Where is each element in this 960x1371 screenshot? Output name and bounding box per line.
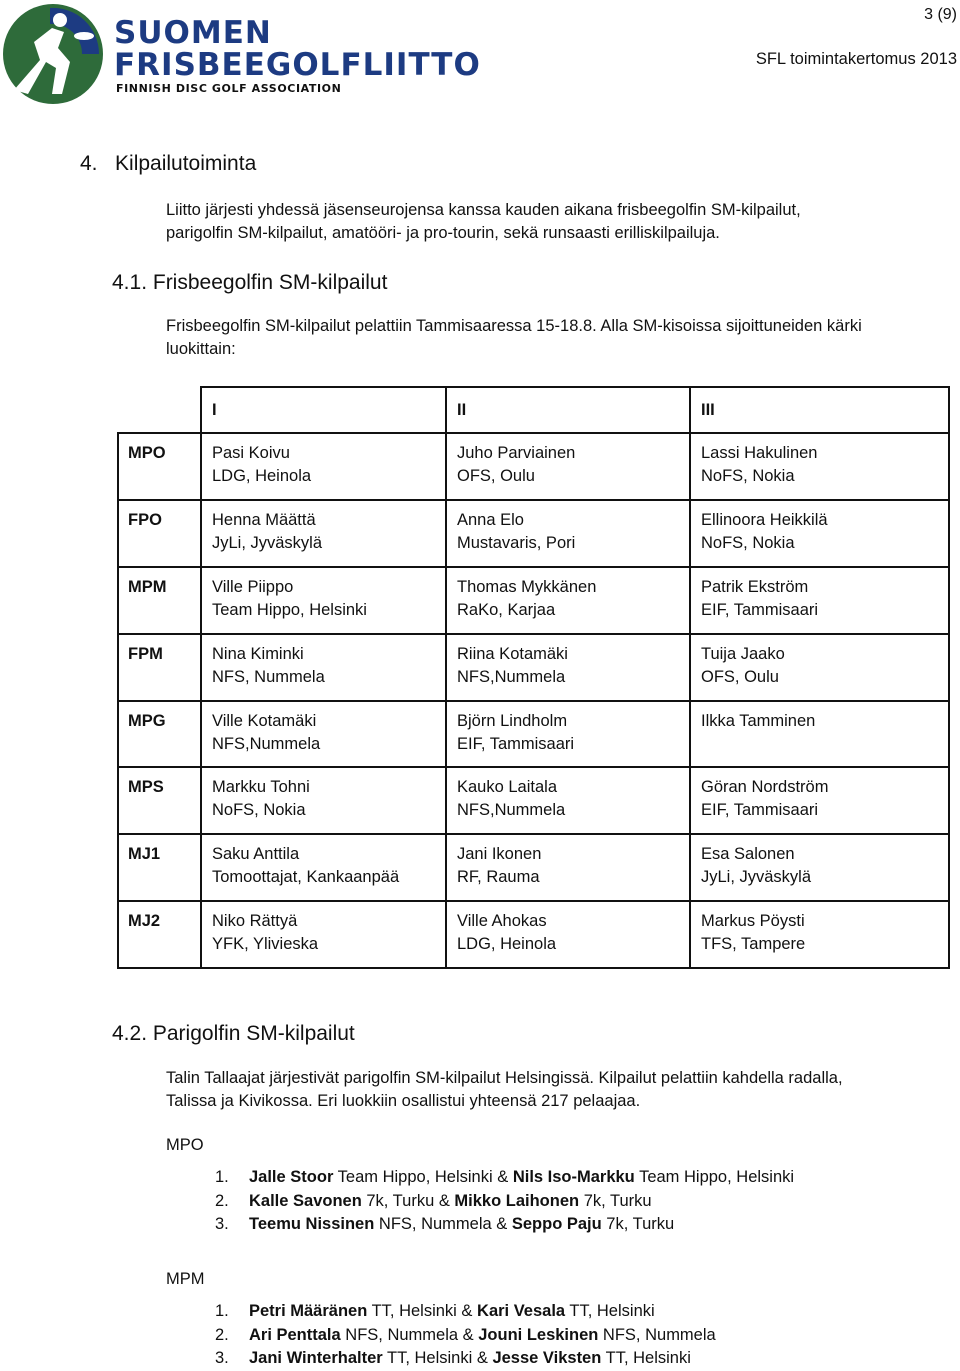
- player-club: LDG, Heinola: [457, 935, 557, 954]
- list-item: [215, 1213, 794, 1237]
- table-row: [118, 500, 949, 567]
- class-cell: MPG: [118, 701, 201, 768]
- player-name: Saku Anttila: [212, 845, 300, 864]
- subsection-heading-pair: 4.2. Parigolfin SM-kilpailut: [112, 1022, 355, 1045]
- player-club: NFS, Nummela &: [340, 1325, 479, 1344]
- table-row: [118, 567, 949, 634]
- placement-cell: [201, 701, 446, 768]
- player-name: Anna Elo: [457, 510, 524, 529]
- player-name: Teemu Nissinen: [249, 1215, 375, 1233]
- class-cell: FPO: [118, 500, 201, 567]
- player-name: Ellinoora Heikkilä: [701, 510, 828, 529]
- table-row: [118, 767, 949, 834]
- player-name: Mikko Laihonen: [454, 1191, 580, 1210]
- pair-category-label: MPO: [166, 1136, 204, 1154]
- class-cell: MJ1: [118, 834, 201, 901]
- placement-cell: [690, 901, 949, 968]
- pair-text-line: Talissa ja Kivikossa. Eri luokkiin osallistui yhteensä 217 pelaajaa.: [166, 1092, 641, 1110]
- placement-cell: [690, 567, 949, 634]
- list-item: [215, 1324, 716, 1348]
- result-number: 1.: [215, 1168, 229, 1186]
- placement-cell: [446, 834, 690, 901]
- sm-results-table: [117, 386, 950, 969]
- player-club: TT, Helsinki &: [367, 1302, 478, 1320]
- placement-cell: [446, 634, 690, 701]
- result-number: 3.: [215, 1215, 229, 1233]
- subsection-heading-sm: 4.1. Frisbeegolfin SM-kilpailut: [112, 271, 388, 294]
- placement-cell: [201, 500, 446, 567]
- table-row: [118, 634, 949, 701]
- class-cell: MPM: [118, 567, 201, 634]
- player-club: NFS, Nummela: [598, 1325, 716, 1344]
- player-name: Ville Ahokas: [457, 912, 547, 931]
- player-club: Mustavaris, Pori: [457, 533, 576, 552]
- placement-cell: [201, 767, 446, 834]
- placement-cell: [446, 500, 690, 567]
- result-number: 1.: [215, 1302, 229, 1320]
- report-title: SFL toimintakertomus 2013: [755, 50, 957, 68]
- pair-paragraph: [166, 1067, 843, 1113]
- player-name: Kari Vesala: [477, 1302, 566, 1320]
- player-name: Nina Kiminki: [212, 644, 304, 663]
- class-cell: MPO: [118, 433, 201, 500]
- player-club: EIF, Tammisaari: [701, 600, 819, 619]
- player-name: Seppo Paju: [511, 1215, 602, 1233]
- sm-paragraph: [166, 315, 862, 361]
- table-row: [118, 701, 949, 768]
- column-header-first: I: [201, 387, 446, 433]
- player-name: Thomas Mykkänen: [457, 577, 597, 596]
- player-club: TFS, Tampere: [701, 935, 806, 954]
- player-club: JyLi, Jyväskylä: [701, 868, 812, 887]
- player-name: Tuija Jaako: [701, 644, 785, 663]
- placement-cell: [446, 701, 690, 768]
- player-club: TT, Helsinki: [601, 1349, 691, 1367]
- player-club: NFS, Nummela: [212, 667, 325, 686]
- placement-cell: [690, 500, 949, 567]
- player-name: Petri Määränen: [249, 1302, 368, 1320]
- player-club: Team Hippo, Helsinki &: [333, 1168, 513, 1186]
- placement-cell: [201, 634, 446, 701]
- placement-cell: [690, 433, 949, 500]
- header-corner-cell: [118, 387, 201, 433]
- placement-cell: [201, 567, 446, 634]
- player-name: Niko Rättyä: [212, 912, 298, 931]
- sm-text-line: luokittain:: [166, 340, 236, 358]
- placement-cell: [201, 433, 446, 500]
- player-name: Ville Kotamäki: [212, 711, 317, 730]
- player-club: JyLi, Jyväskylä: [212, 533, 323, 552]
- player-club: NoFS, Nokia: [701, 533, 795, 552]
- pair-results-list: [215, 1166, 794, 1237]
- player-name: Henna Määttä: [212, 510, 316, 529]
- placement-cell: [690, 767, 949, 834]
- result-number: 2.: [215, 1325, 229, 1344]
- column-header-third: III: [690, 387, 949, 433]
- player-name: Juho Parviainen: [457, 444, 576, 462]
- player-club: OFS, Oulu: [701, 667, 779, 686]
- player-name: Jesse Viksten: [492, 1349, 602, 1367]
- result-number: 3.: [215, 1349, 229, 1367]
- placement-cell: [201, 901, 446, 968]
- player-club: RaKo, Karjaa: [457, 600, 556, 619]
- player-club: YFK, Ylivieska: [212, 935, 319, 954]
- placement-cell: [690, 834, 949, 901]
- list-item: [215, 1347, 716, 1371]
- player-club: RF, Rauma: [457, 868, 540, 887]
- table-row: [118, 433, 949, 500]
- player-club: NoFS, Nokia: [701, 467, 795, 485]
- table-row: [118, 901, 949, 968]
- section-heading: 4. Kilpailutoiminta: [80, 152, 257, 175]
- list-item: [215, 1166, 794, 1190]
- class-cell: FPM: [118, 634, 201, 701]
- player-club: 7k, Turku: [579, 1191, 652, 1210]
- player-name: Nils Iso-Markku: [512, 1168, 635, 1186]
- player-name: Ilkka Tamminen: [701, 711, 816, 730]
- player-name: Lassi Hakulinen: [701, 444, 818, 462]
- player-name: Jani Ikonen: [457, 845, 542, 864]
- class-cell: MPS: [118, 767, 201, 834]
- player-name: Patrik Ekström: [701, 577, 809, 596]
- player-name: Jouni Leskinen: [478, 1325, 599, 1344]
- player-name: Riina Kotamäki: [457, 644, 568, 663]
- player-club: EIF, Tammisaari: [701, 801, 819, 820]
- player-club: Tomoottajat, Kankaanpää: [212, 868, 400, 887]
- placement-cell: [690, 634, 949, 701]
- player-name: Markus Pöysti: [701, 912, 805, 931]
- brand-tagline: FINNISH DISC GOLF ASSOCIATION: [116, 82, 342, 95]
- placement-cell: [446, 433, 690, 500]
- table-row: [118, 834, 949, 901]
- player-name: Markku Tohni: [212, 778, 310, 797]
- player-club: Team Hippo, Helsinki: [634, 1168, 795, 1186]
- player-name: Jalle Stoor: [249, 1168, 334, 1186]
- player-name: Göran Nordström: [701, 778, 829, 797]
- player-club: 7k, Turku &: [361, 1191, 455, 1210]
- intro-paragraph: [166, 199, 801, 245]
- player-club: NFS,Nummela: [457, 667, 566, 686]
- page-number: 3 (9): [924, 6, 957, 23]
- result-number: 2.: [215, 1191, 229, 1210]
- player-name: Björn Lindholm: [457, 711, 568, 730]
- pair-text-line: Talin Tallaajat järjestivät parigolfin SM-kilpailut Helsingissä. Kilpailut pelattiin kahdella radalla,: [166, 1069, 843, 1087]
- placement-cell: [446, 901, 690, 968]
- class-cell: MJ2: [118, 901, 201, 968]
- placement-cell: [201, 834, 446, 901]
- sm-text-line: Frisbeegolfin SM-kilpailut pelattiin Tammisaaressa 15-18.8. Alla SM-kisoissa sijoittuneiden kärki: [166, 317, 862, 335]
- player-name: Esa Salonen: [701, 845, 795, 864]
- association-logo: [0, 2, 106, 106]
- player-name: Ville Piippo: [212, 577, 294, 596]
- pair-results-list: [215, 1300, 716, 1371]
- brand-name-line1: SUOMEN: [114, 15, 272, 51]
- placement-cell: [690, 701, 949, 768]
- player-club: LDG, Heinola: [212, 467, 312, 485]
- player-club: TT, Helsinki &: [382, 1349, 493, 1367]
- player-club: Team Hippo, Helsinki: [212, 600, 367, 619]
- pair-category-label: MPM: [166, 1270, 205, 1288]
- column-header-second: II: [446, 387, 690, 433]
- player-name: Pasi Koivu: [212, 444, 290, 462]
- intro-line: parigolfin SM-kilpailut, amatööri- ja pro-tourin, sekä runsaasti erilliskilpailuja.: [166, 224, 720, 242]
- intro-line: Liitto järjesti yhdessä jäsenseurojensa kanssa kauden aikana frisbeegolfin SM-kilpailut,: [166, 201, 801, 219]
- player-name: Ari Penttala: [249, 1325, 341, 1344]
- list-item: [215, 1300, 716, 1324]
- brand-name-line2: FRISBEEGOLFLIITTO: [114, 47, 481, 83]
- player-club: NoFS, Nokia: [212, 801, 306, 820]
- player-name: Jani Winterhalter: [249, 1349, 383, 1367]
- player-club: OFS, Oulu: [457, 467, 535, 485]
- player-club: NFS,Nummela: [212, 734, 321, 753]
- player-club: NFS, Nummela &: [374, 1215, 512, 1233]
- player-name: Kauko Laitala: [457, 778, 557, 797]
- player-club: 7k, Turku: [601, 1215, 675, 1233]
- player-club: NFS,Nummela: [457, 801, 566, 820]
- player-club: TT, Helsinki: [565, 1302, 655, 1320]
- placement-cell: [446, 567, 690, 634]
- table-header-row: [118, 387, 949, 433]
- placement-cell: [446, 767, 690, 834]
- player-club: EIF, Tammisaari: [457, 734, 575, 753]
- player-name: Kalle Savonen: [249, 1191, 362, 1210]
- list-item: [215, 1190, 794, 1214]
